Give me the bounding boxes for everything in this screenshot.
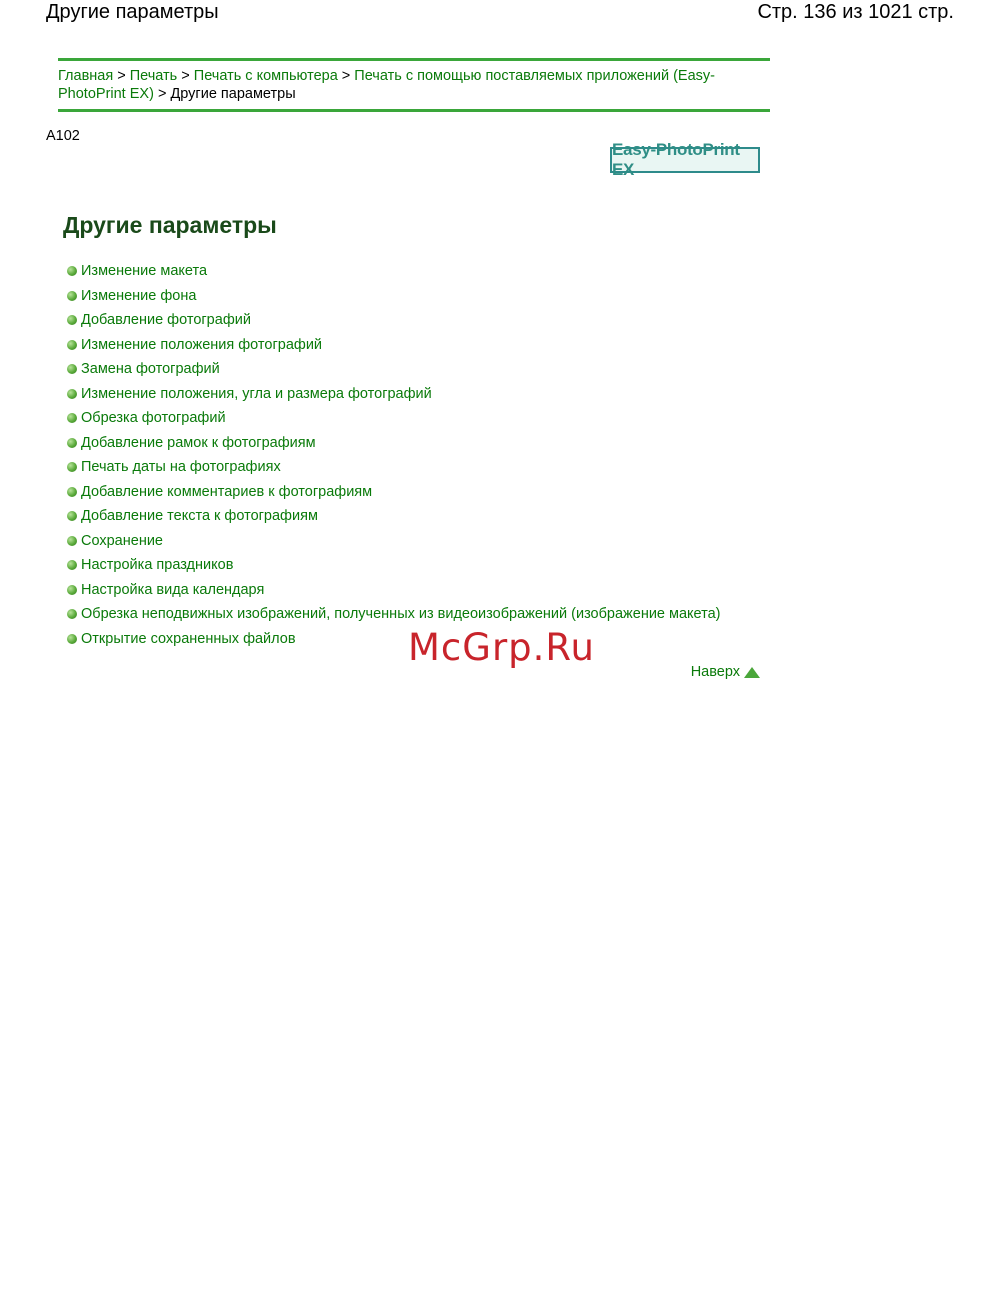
list-item bbox=[67, 431, 721, 456]
topic-link[interactable]: Добавление фотографий bbox=[81, 312, 251, 329]
list-item bbox=[67, 602, 721, 627]
back-to-top[interactable] bbox=[691, 664, 760, 680]
list-item bbox=[67, 284, 721, 309]
bullet-icon bbox=[67, 266, 77, 276]
breadcrumb-separator: > bbox=[341, 68, 351, 84]
list-item bbox=[67, 406, 721, 431]
list-item bbox=[67, 578, 721, 603]
bullet-icon bbox=[67, 609, 77, 619]
print-header bbox=[46, 0, 954, 28]
page-title: Другие параметры bbox=[63, 212, 277, 238]
list-item bbox=[67, 504, 721, 529]
bullet-icon bbox=[67, 413, 77, 423]
list-item bbox=[67, 455, 721, 480]
breadcrumb-separator: > bbox=[181, 68, 190, 84]
header-page-info: Стр. 136 из 1021 стр. bbox=[757, 1, 954, 23]
watermark: McGrp.Ru bbox=[408, 626, 595, 669]
arrow-up-icon[interactable] bbox=[744, 667, 760, 678]
bullet-icon bbox=[67, 536, 77, 546]
topic-link[interactable]: Печать даты на фотографиях bbox=[81, 459, 281, 476]
bullet-icon bbox=[67, 438, 77, 448]
header-section-title: Другие параметры bbox=[46, 1, 219, 23]
topic-link[interactable]: Изменение макета bbox=[81, 263, 208, 280]
list-item bbox=[67, 357, 721, 382]
bullet-icon bbox=[67, 462, 77, 472]
bullet-icon bbox=[67, 487, 77, 497]
bullet-icon bbox=[67, 315, 77, 325]
doc-code: A102 bbox=[46, 128, 80, 144]
topic-link[interactable]: Замена фотографий bbox=[81, 361, 220, 378]
list-item bbox=[67, 480, 721, 505]
list-item bbox=[67, 333, 721, 358]
list-item bbox=[67, 382, 721, 407]
bullet-icon bbox=[67, 364, 77, 374]
back-to-top-link[interactable]: Наверх bbox=[690, 664, 740, 680]
topic-link[interactable]: Сохранение bbox=[81, 532, 163, 549]
list-item bbox=[67, 529, 721, 554]
breadcrumb-link-print-from-computer[interactable]: Печать с компьютера bbox=[193, 68, 338, 84]
topic-link[interactable]: Настройка вида календаря bbox=[81, 581, 265, 598]
list-item bbox=[67, 553, 721, 578]
breadcrumb-link-home[interactable]: Главная bbox=[58, 68, 114, 84]
bullet-icon bbox=[67, 560, 77, 570]
list-item bbox=[67, 627, 721, 652]
topic-link[interactable]: Изменение фона bbox=[81, 287, 197, 304]
topic-link[interactable]: Обрезка неподвижных изображений, полученных из видеоизображений (изображение макета) bbox=[81, 606, 721, 623]
bullet-icon bbox=[67, 291, 77, 301]
topic-list bbox=[67, 259, 721, 651]
topic-link[interactable]: Добавление рамок к фотографиям bbox=[81, 434, 316, 451]
list-item bbox=[67, 259, 721, 284]
breadcrumb-link-print[interactable]: Печать bbox=[129, 68, 178, 84]
breadcrumb bbox=[58, 58, 770, 112]
app-badge bbox=[610, 140, 760, 179]
bullet-icon bbox=[67, 340, 77, 350]
bullet-icon bbox=[67, 585, 77, 595]
breadcrumb-separator: > bbox=[157, 86, 167, 102]
topic-link[interactable]: Изменение положения, угла и размера фотографий bbox=[81, 385, 432, 402]
breadcrumb-link-bundled-apps[interactable]: Печать с помощью поставляемых приложений (Easy-PhotoPrint EX) bbox=[58, 68, 715, 102]
bullet-icon bbox=[67, 389, 77, 399]
topic-link[interactable]: Изменение положения фотографий bbox=[81, 336, 323, 353]
list-item bbox=[67, 308, 721, 333]
topic-link[interactable]: Обрезка фотографий bbox=[81, 410, 226, 427]
topic-link[interactable]: Открытие сохраненных файлов bbox=[81, 630, 296, 647]
bullet-icon bbox=[67, 634, 77, 644]
breadcrumb-separator: > bbox=[117, 68, 126, 84]
bullet-icon bbox=[67, 511, 77, 521]
topic-link[interactable]: Добавление текста к фотографиям bbox=[81, 508, 318, 525]
topic-link[interactable]: Настройка праздников bbox=[81, 557, 234, 574]
app-badge-label: Easy-PhotoPrint EX bbox=[612, 140, 740, 179]
topic-link[interactable]: Добавление комментариев к фотографиям bbox=[81, 483, 373, 500]
breadcrumb-current: Другие параметры bbox=[170, 86, 296, 102]
